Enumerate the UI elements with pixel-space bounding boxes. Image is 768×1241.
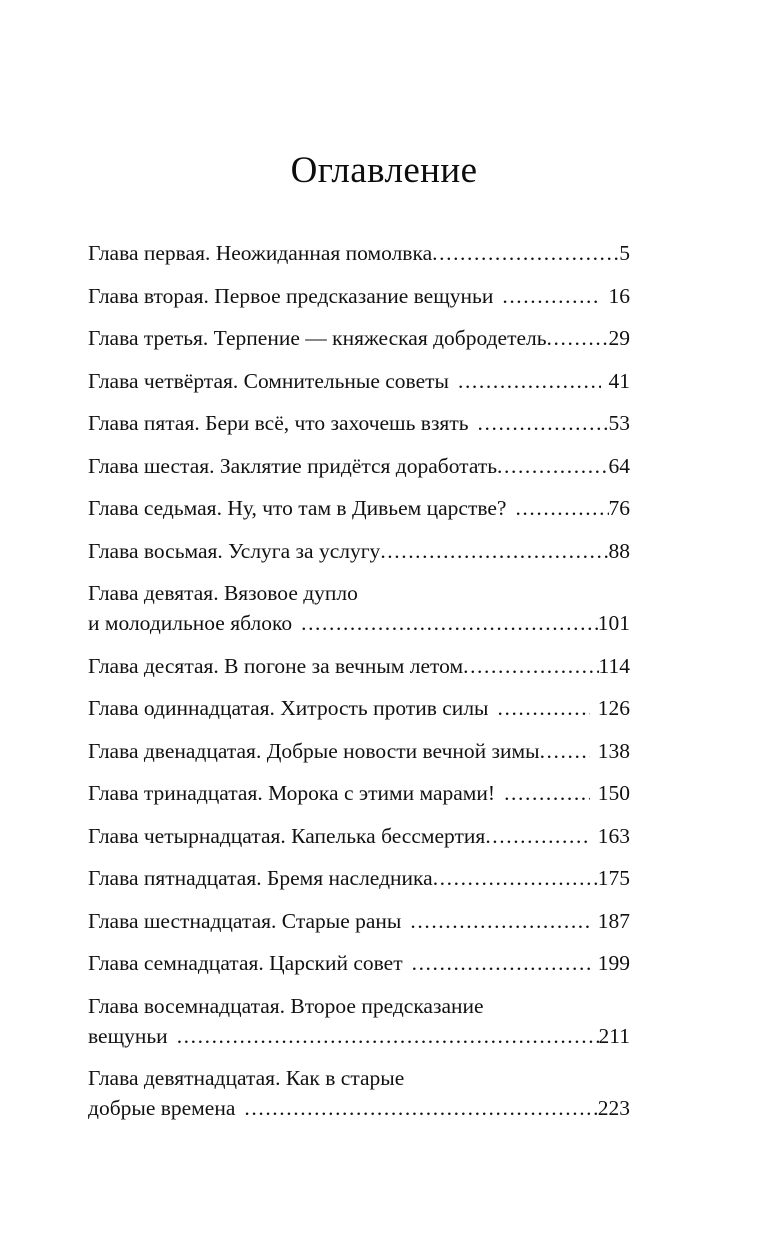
toc-page-number: 211 [598,1023,630,1048]
toc-entry[interactable] [88,366,630,396]
toc-entry-title: Глава семнадцатая. Царский совет [88,951,403,975]
toc-page-number: 126 [597,696,630,720]
toc-entry-row [88,608,630,638]
toc-entry-row [88,323,630,353]
toc-page-number: 41 [608,368,630,393]
toc-page-number: 101 [597,611,630,635]
toc-entry[interactable] [88,238,630,268]
toc-entry-row [88,1021,630,1051]
dot-leader [540,744,590,766]
toc-page-number: 138 [597,738,630,763]
dot-leader [463,659,598,681]
toc-entry-title-line: Глава восемнадцатая. Второе предсказание [88,993,484,1018]
toc-entry[interactable] [88,736,630,766]
toc-entry[interactable] [88,281,630,311]
toc-entry-title: Глава десятая. В погоне за вечным летом [88,653,464,678]
dot-leader [497,459,608,481]
toc-entry-title: Глава шестая. Заклятие придётся доработать [88,453,498,478]
page-title: Оглавление [290,150,478,191]
toc-entry[interactable] [88,991,630,1051]
table-of-contents-list [88,238,630,1136]
toc-entry[interactable] [88,408,630,438]
dot-leader [177,1029,599,1051]
toc-page-number: 223 [597,1096,630,1120]
toc-entry[interactable] [88,493,630,523]
toc-entry[interactable] [88,821,630,851]
toc-page-number: 163 [597,823,630,848]
toc-entry-title: Глава седьмая. Ну, что там в Дивьем царстве? [88,496,507,520]
dot-leader [478,417,609,439]
toc-entry[interactable] [88,578,630,638]
toc-page-number: 5 [619,241,630,265]
toc-entry-row [88,408,630,438]
toc-entry[interactable] [88,693,630,723]
toc-entry-title: Глава шестнадцатая. Старые раны [88,908,402,933]
toc-entry-title: Глава пятнадцатая. Бремя наследника [88,866,433,890]
toc-entry[interactable] [88,948,630,978]
toc-entry[interactable] [88,451,630,481]
toc-entry-title-line: Глава девятая. Вязовое дупло [88,581,358,605]
toc-entry-row [88,693,630,723]
toc-entry-title: добрые времена [88,1096,236,1120]
toc-entry[interactable] [88,778,630,808]
toc-page-number: 175 [597,866,630,890]
toc-entry[interactable] [88,863,630,893]
toc-entry[interactable] [88,906,630,936]
dot-leader [433,872,598,894]
dot-leader [485,829,589,851]
toc-entry-row [88,1093,630,1123]
toc-entry-title: и молодильное яблоко [88,611,293,635]
toc-entry-row [88,906,630,936]
toc-entry-row [88,493,630,523]
dot-leader [244,1102,597,1124]
dot-leader [380,544,608,566]
toc-entry-row [88,238,630,268]
toc-page-number: 53 [608,411,630,435]
toc-page-number: 88 [608,538,630,563]
toc-entry-title: Глава тринадцатая. Морока с этими марами! [88,781,496,805]
toc-page-number: 29 [608,326,630,350]
toc-page-number: 199 [597,951,630,975]
toc-entry-title: Глава восьмая. Услуга за услугу [88,538,381,563]
toc-entry-row [88,366,630,396]
toc-entry-title: Глава четырнадцатая. Капелька бессмертия [88,823,486,848]
dot-leader [498,702,590,724]
toc-entry-title: Глава двенадцатая. Добрые новости вечной зимы [88,738,540,763]
toc-entry-row [88,651,630,681]
dot-leader [547,332,609,354]
dot-leader [504,787,590,809]
dot-leader [515,502,608,524]
toc-entry-title-line: Глава девятнадцатая. Как в старые [88,1066,405,1090]
toc-entry[interactable] [88,1063,630,1123]
toc-entry-row [88,451,630,481]
toc-page-number: 16 [608,283,630,308]
dot-leader [458,374,601,396]
toc-page-number: 150 [597,781,630,805]
toc-entry-row [88,778,630,808]
toc-page-number: 76 [608,496,630,520]
toc-entry-title: Глава пятая. Бери всё, что захочешь взять [88,411,469,435]
toc-entry-title: Глава третья. Терпение — княжеская добродетель [88,326,547,350]
dot-leader [412,957,590,979]
toc-entry[interactable] [88,323,630,353]
toc-entry-row [88,821,630,851]
toc-entry-title: Глава первая. Неожиданная помолвка [88,241,433,265]
toc-page-number: 64 [608,453,630,478]
dot-leader [502,289,600,311]
toc-entry-title: вещуньи [88,1023,168,1048]
toc-entry-title: Глава вторая. Первое предсказание вещуньи [88,283,494,308]
toc-entry[interactable] [88,651,630,681]
toc-entry-title: Глава четвёртая. Сомнительные советы [88,368,449,393]
toc-entry-row [88,281,630,311]
toc-page-number: 187 [597,908,630,933]
dot-leader [432,247,619,269]
toc-entry[interactable] [88,536,630,566]
toc-entry-row [88,863,630,893]
toc-entry-row [88,948,630,978]
toc-entry-row [88,536,630,566]
toc-entry-row [88,736,630,766]
dot-leader [410,914,589,936]
toc-page-number: 114 [598,653,630,678]
dot-leader [301,617,598,639]
toc-entry-title: Глава одиннадцатая. Хитрость против силы [88,696,489,720]
